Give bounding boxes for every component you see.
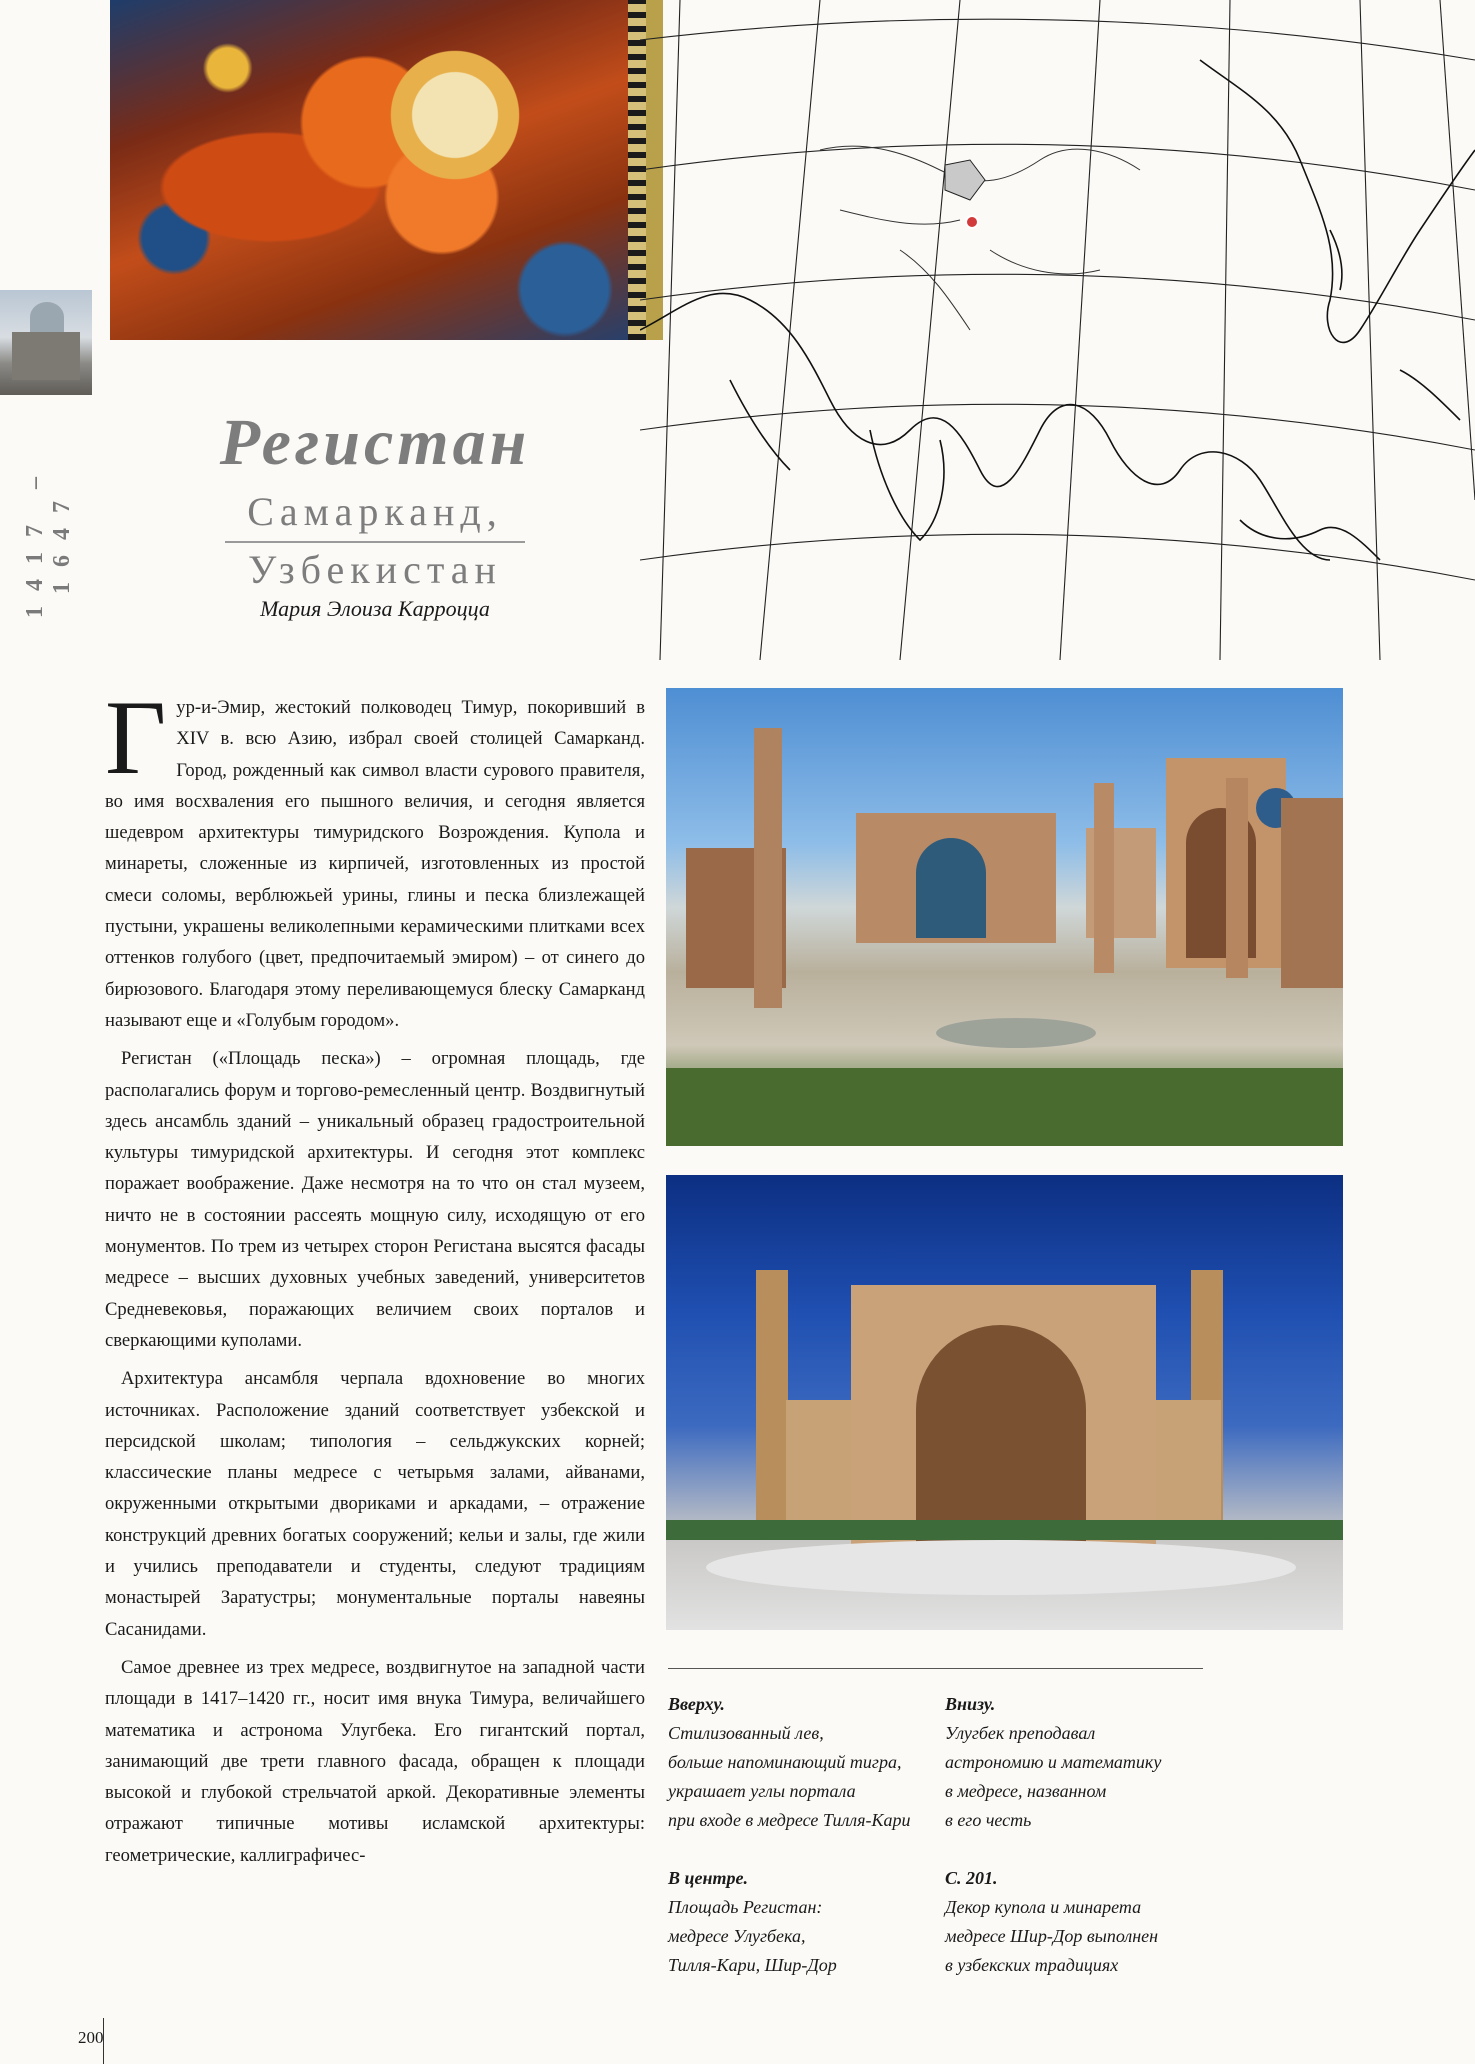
caption-bottom-left: В центре. Площадь Регистан: медресе Улугбека, Тилля-Кари, Шир-Дор [668, 1868, 837, 1975]
ulugbek-madrasah-photo [666, 1175, 1343, 1630]
caption-top-right: Внизу. Улугбек преподавал астрономию и математику в медресе, названном в его честь [945, 1694, 1162, 1830]
drop-cap: Г [105, 679, 167, 796]
paragraph-4: Самое древнее из трех медресе, воздвигнутое на западной части площади в 1417–1420 гг., носит имя внука Тимура, величайшего математика и астронома Улугбека. Его гигантский портал, занимающий две трети главного фасада, обращен к площади высокой и глубокой стрельчатой аркой. Декоративные элементы отражают типичные мотивы исламской архитектуры: геометрические, каллиграфичес- [105, 1656, 645, 1866]
page-number-rule [103, 2018, 104, 2064]
subtitle-divider [225, 541, 525, 543]
map-coastlines [640, 60, 1475, 560]
map-graticule [640, 0, 1475, 660]
subtitle-city: Самарканд, [247, 489, 503, 534]
page-title: Регистан [219, 406, 531, 479]
samarkand-location-marker [966, 216, 978, 228]
registan-square-photo [666, 688, 1343, 1146]
lion-tile-photo [110, 0, 663, 340]
uzbekistan-highlight [945, 160, 985, 200]
subtitle [190, 485, 560, 597]
years-vertical: 1417 – 1647 [22, 462, 75, 618]
article-body [105, 679, 645, 1878]
subtitle-country: Узбекистан [248, 547, 502, 592]
sun-face-motif [380, 40, 530, 190]
page-number: 200 [78, 2028, 104, 2047]
side-thumbnail-photo [0, 290, 92, 395]
caption-divider [668, 1668, 1203, 1669]
paragraph-3: Архитектура ансамбля черпала вдохновение во многих источниках. Расположение зданий соответствует узбекской и персидской школам; типология – сельджукских корней; классические планы медресе с четырьмя залами, айванами, окруженными открытыми двориками и аркадами, – отражение конструкций древних богатых сооружений; кельи и залы, где жили и учились преподаватели и студенты, следуют традициям монастырей Заратустры; монументальные порталы навеяны Сасанидами. [105, 1368, 645, 1640]
author-name: Мария Элоиза Карроцца [260, 596, 490, 621]
caption-top-left: Вверху. Стилизованный лев, больше напоминающий тигра, украшает углы портала при входе в медресе Тилля-Кари [668, 1694, 911, 1830]
paragraph-2: Регистан («Площадь песка») – огромная площадь, где располагались форум и торгово-ремесленный центр. Воздвигнутый здесь ансамбль зданий – уникальный образец градостроительной культуры тимуридской архитектуры. И сегодня этот комплекс поражает воображение. Даже несмотря на то что он стал музеем, ничто не в состоянии рассеять мощную силу, исходящую от его монументов. По трем из четырех сторон Регистана высятся фасады медресе – высших духовных учебных заведений, университетов Средневековья, поражающих величием своих порталов и сверкающими куполами. [105, 1048, 645, 1351]
asia-locator-map [640, 0, 1475, 660]
caption-bottom-right: С. 201. Декор купола и минарета медресе Шир-Дор выполнен в узбекских традициях [945, 1868, 1159, 1975]
paragraph-1: Гур-и-Эмир, жестокий полководец Тимур, покоривший в XIV в. всю Азию, избрал своей столицей Самарканд. Город, рожденный как символ власти сурового правителя, во имя восхваления его пышного величия, и сегодня является шедевром архитектуры тимуридского Возрождения. Купола и минареты, сложенные из кирпичей, изготовленных из простой смеси соломы, верблюжьей урины, глины и песка близлежащей пустыни, украшены великолепными керамическими плитками всех оттенков голубого (цвет, предпочитаемый эмиром) – от синего до бирюзового. Благодаря этому переливающемуся блеску Самарканд называют еще и «Голубым городом». [105, 679, 645, 1031]
